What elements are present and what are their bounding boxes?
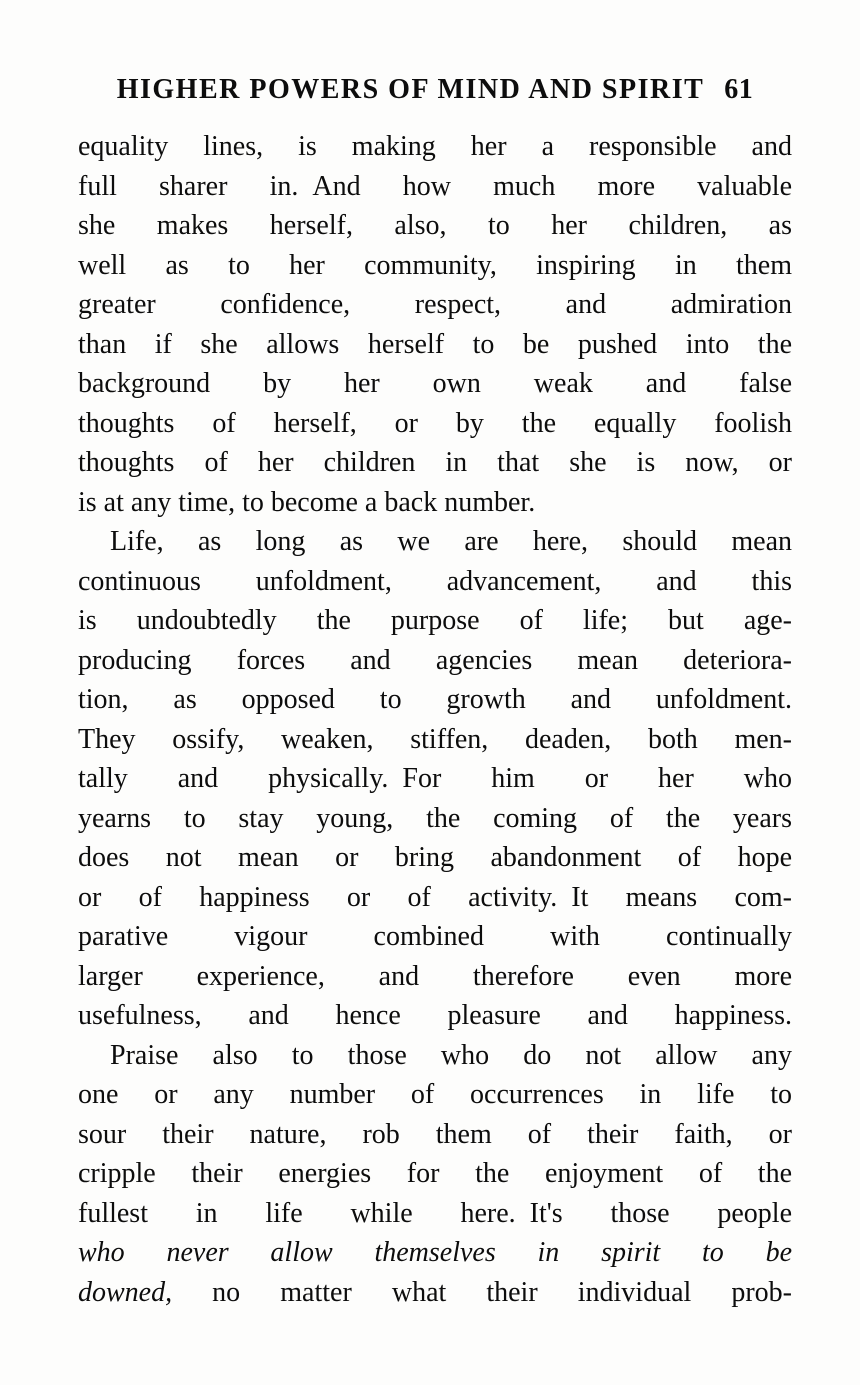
- text-segment: larger experience, and therefore even more: [78, 960, 792, 992]
- text-segment: well as to her community, inspiring in them: [78, 249, 792, 281]
- paragraph: [78, 127, 792, 522]
- text-segment: parative vigour combined with continually: [78, 921, 792, 952]
- text-line: [78, 1233, 792, 1273]
- text-segment: Life, as long as we are here, should mean: [110, 526, 792, 557]
- text-segment: thoughts of herself, or by the equally foolish: [78, 407, 792, 439]
- text-segment: background by her own weak and false: [78, 368, 792, 399]
- text-segment: They ossify, weaken, stiffen, deaden, both men-: [78, 723, 792, 755]
- text-segment: producing forces and agencies mean deteriora-: [78, 644, 792, 676]
- text-line: [78, 364, 792, 404]
- text-segment: downed,: [78, 1276, 173, 1308]
- text-segment: thoughts of her children in that she is now, or: [78, 447, 792, 478]
- text-segment: cripple their energies for the enjoyment of the: [78, 1158, 792, 1189]
- text-segment: Praise also to those who do not allow any: [110, 1039, 792, 1071]
- text-line: [78, 917, 792, 957]
- text-line: [78, 562, 792, 602]
- text-segment: continuous unfoldment, advancement, and this: [78, 565, 792, 597]
- text-segment: yearns to stay young, the coming of the years: [78, 802, 792, 834]
- text-line: [78, 957, 792, 997]
- text-segment: fullest in life while here. It's those people: [78, 1197, 792, 1229]
- text-segment: does not mean or bring abandonment of hope: [78, 842, 792, 873]
- header-title: HIGHER POWERS OF MIND AND SPIRIT: [116, 74, 705, 105]
- text-line: [78, 759, 792, 799]
- text-line: [78, 443, 792, 483]
- text-line: [78, 720, 792, 760]
- text-segment: tally and physically. For him or her who: [78, 763, 792, 794]
- text-line: [78, 680, 792, 720]
- text-line: [78, 167, 792, 207]
- text-segment: who never allow themselves in spirit to be: [78, 1237, 792, 1268]
- text-line: [78, 404, 792, 444]
- page-body: [78, 127, 792, 1312]
- text-line: [78, 996, 792, 1036]
- text-line: [78, 206, 792, 246]
- text-segment: one or any number of occurrences in life to: [78, 1079, 792, 1110]
- text-line: [78, 127, 792, 167]
- text-segment: she makes herself, also, to her children, as: [78, 210, 792, 241]
- text-line: [78, 1075, 792, 1115]
- text-segment: no matter what their individual prob-: [172, 1276, 792, 1308]
- text-segment: than if she allows herself to be pushed into the: [78, 328, 792, 360]
- text-segment: full sharer in. And how much more valuable: [78, 170, 792, 202]
- text-line: [78, 1115, 792, 1155]
- text-segment: equality lines, is making her a responsible and: [78, 131, 792, 162]
- page-number: 61: [724, 74, 754, 105]
- text-line: [78, 641, 792, 681]
- text-line: [78, 1154, 792, 1194]
- text-segment: is at any time, to become a back number.: [78, 486, 536, 518]
- text-line: [78, 601, 792, 641]
- text-line: [78, 1036, 792, 1076]
- text-segment: greater confidence, respect, and admiration: [78, 289, 792, 320]
- paragraph: [78, 522, 792, 1036]
- text-line: [78, 285, 792, 325]
- page-header: [78, 74, 792, 106]
- text-segment: sour their nature, rob them of their faith, or: [78, 1118, 792, 1150]
- text-line: [78, 1194, 792, 1234]
- paragraph: [78, 1036, 792, 1313]
- text-line: [78, 246, 792, 286]
- text-line: [78, 483, 792, 523]
- text-segment: tion, as opposed to growth and unfoldment.: [78, 684, 792, 715]
- text-line: [78, 838, 792, 878]
- text-segment: is undoubtedly the purpose of life; but age-: [78, 605, 792, 636]
- text-line: [78, 522, 792, 562]
- text-line: [78, 878, 792, 918]
- text-line: [78, 799, 792, 839]
- text-line: [78, 325, 792, 365]
- text-line: [78, 1273, 792, 1313]
- text-segment: or of happiness or of activity. It means com-: [78, 881, 792, 913]
- text-segment: usefulness, and hence pleasure and happiness.: [78, 1000, 792, 1031]
